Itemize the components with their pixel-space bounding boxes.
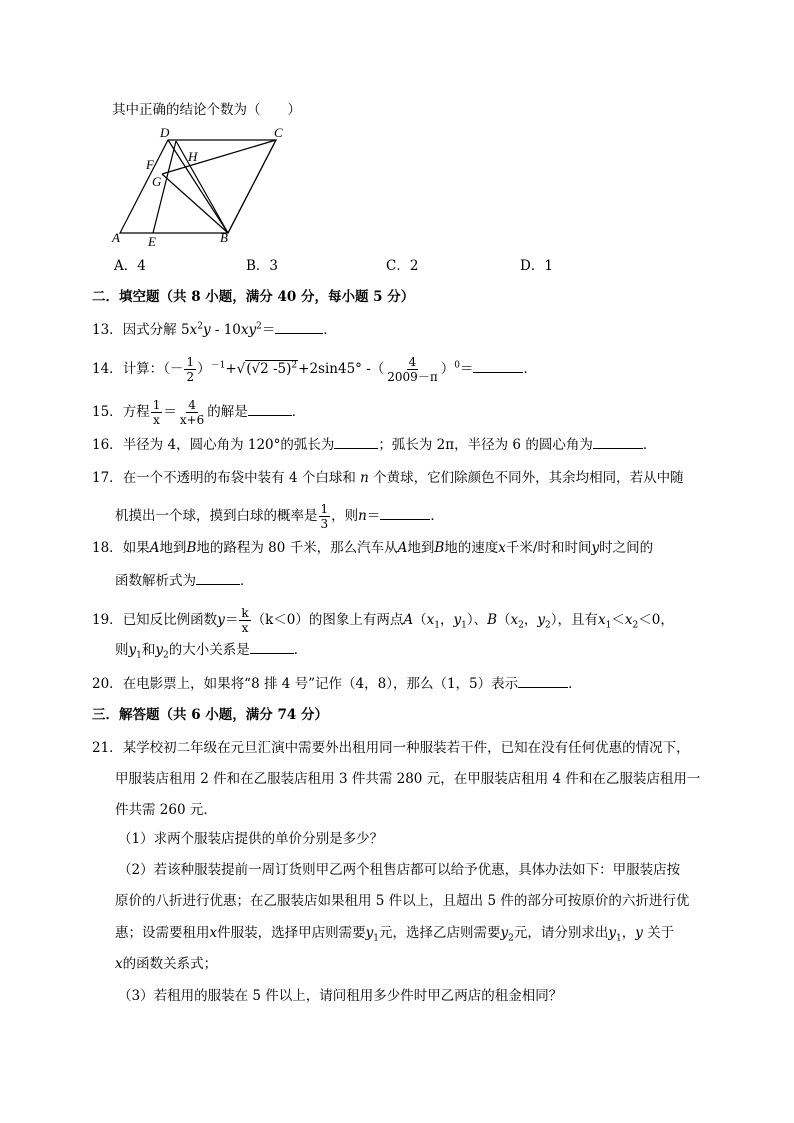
q21-p2: 甲服装店租用 2 件和在乙服装店租用 3 件共需 280 元，在甲服装店租用 4 件和在乙服装店租用一 (115, 771, 701, 787)
q21-sub2-line2: 原价的八折进行优惠；在乙服装店如果租用 5 件以上，且超出 5 件的部分可按原价的六折进行优 (115, 893, 690, 909)
q13: 13．因式分解 $5x^2y - 10xy^2=$ ． (92, 321, 337, 338)
q17-line1: 17．在一个不透明的布袋中装有 4 个白球和 n 个黄球，它们除颜色不同外，其余均相同，若从中随 (92, 470, 684, 486)
q14: 14．计算：（－ $\frac{1}{2}$ ）$^{-1}$+√(√2 -5)$^2$+2sin45° -（ $\frac{4}{2009-\pi}$ ）$^0$＝ ． (92, 355, 537, 384)
q14-blank[interactable] (473, 359, 523, 373)
label-e: E (148, 234, 156, 249)
q20: 20．在电影票上，如果将“8 排 4 号”记作（4，8），那么（1，5）表示 ． (92, 676, 582, 692)
q15: 15．方程 $\frac{1}{x}$ ＝ $\frac{4}{x+6}$ 的解是 ． (92, 398, 306, 427)
q12-option-d[interactable]: D．1 (520, 258, 553, 274)
q21-p1: 21．某学校初二年级在元旦汇演中需要外出租用同一种服装若干件，已知在没有任何优惠的情况下， (92, 740, 690, 756)
label-b: B (220, 230, 228, 245)
q13-blank[interactable] (275, 320, 323, 334)
q21-sub3: （3）若租用的服装在 5 件以上，请问租用多少件时甲乙两店的租金相同？ (118, 988, 563, 1004)
q16: 16．半径为 4，圆心角为 120°的弧长为 ；弧长为 2π，半径为 6 的圆心角为 ． (92, 437, 657, 453)
q18-blank[interactable] (196, 571, 240, 585)
label-h: H (188, 149, 198, 164)
q12-option-a[interactable]: A．4 (114, 258, 146, 274)
q21-p3: 件共需 260 元． (115, 802, 217, 818)
q16-blank-1[interactable] (334, 435, 378, 449)
label-d: D (160, 125, 170, 140)
q21-sub2-line4: x的函数关系式； (115, 956, 218, 972)
q21-sub2-line3: 惠；设需要租用x件服装，选择甲店则需要$y_1$元，选择乙店则需要$y_2$元，请分别求出$y_1$，y 关于 (115, 925, 675, 944)
q19-line2: 则$y_1$和$y_2$的大小关系是 ． (115, 642, 308, 661)
q18-line2: 函数解析式为 ． (115, 573, 254, 589)
section2-heading: 二．填空题（共 8 小题，满分 40 分，每小题 5 分） (92, 289, 415, 305)
q17-blank[interactable] (380, 506, 430, 520)
q12-stem: 其中正确的结论个数为（ ） (112, 102, 301, 118)
diagonal-db (168, 140, 228, 233)
q12-figure (108, 124, 308, 254)
q15-blank[interactable] (248, 402, 292, 416)
q19-line1: 19．已知反比例函数y＝ $\frac{k}{x}$ （k＜0）的图象上有两点$A(x_1$，$y_1$）、$B(x_2$，$y_2$），且有$x_1<x_2<0$， (92, 606, 674, 635)
q18-line1: 18．如果A地到B地的路程为 80 千米，那么汽车从A地到B地的速度x千米/时和时间y时之间的 (92, 540, 654, 556)
label-f: F (146, 157, 154, 172)
label-a: A (112, 230, 120, 245)
q12-option-b[interactable]: B．3 (246, 258, 279, 274)
q12-option-c[interactable]: C．2 (386, 258, 419, 274)
q19-blank[interactable] (250, 640, 294, 654)
label-g: G (152, 174, 162, 189)
q16-blank-2[interactable] (593, 435, 643, 449)
label-c: C (274, 125, 283, 140)
q21-sub2-line1: （2）若该种服装提前一周订货则甲乙两个租售店都可以给予优惠，具体办法如下：甲服装店按 (118, 862, 681, 878)
section3-heading: 三．解答题（共 6 小题，满分 74 分） (92, 707, 328, 723)
q21-sub1: （1）求两个服装店提供的单价分别是多少？ (118, 831, 384, 847)
q20-blank[interactable] (518, 674, 568, 688)
q17-line2: 机摸出一个球，摸到白球的概率是 $\frac{1}{3}$ ，则n＝ ． (115, 502, 444, 531)
